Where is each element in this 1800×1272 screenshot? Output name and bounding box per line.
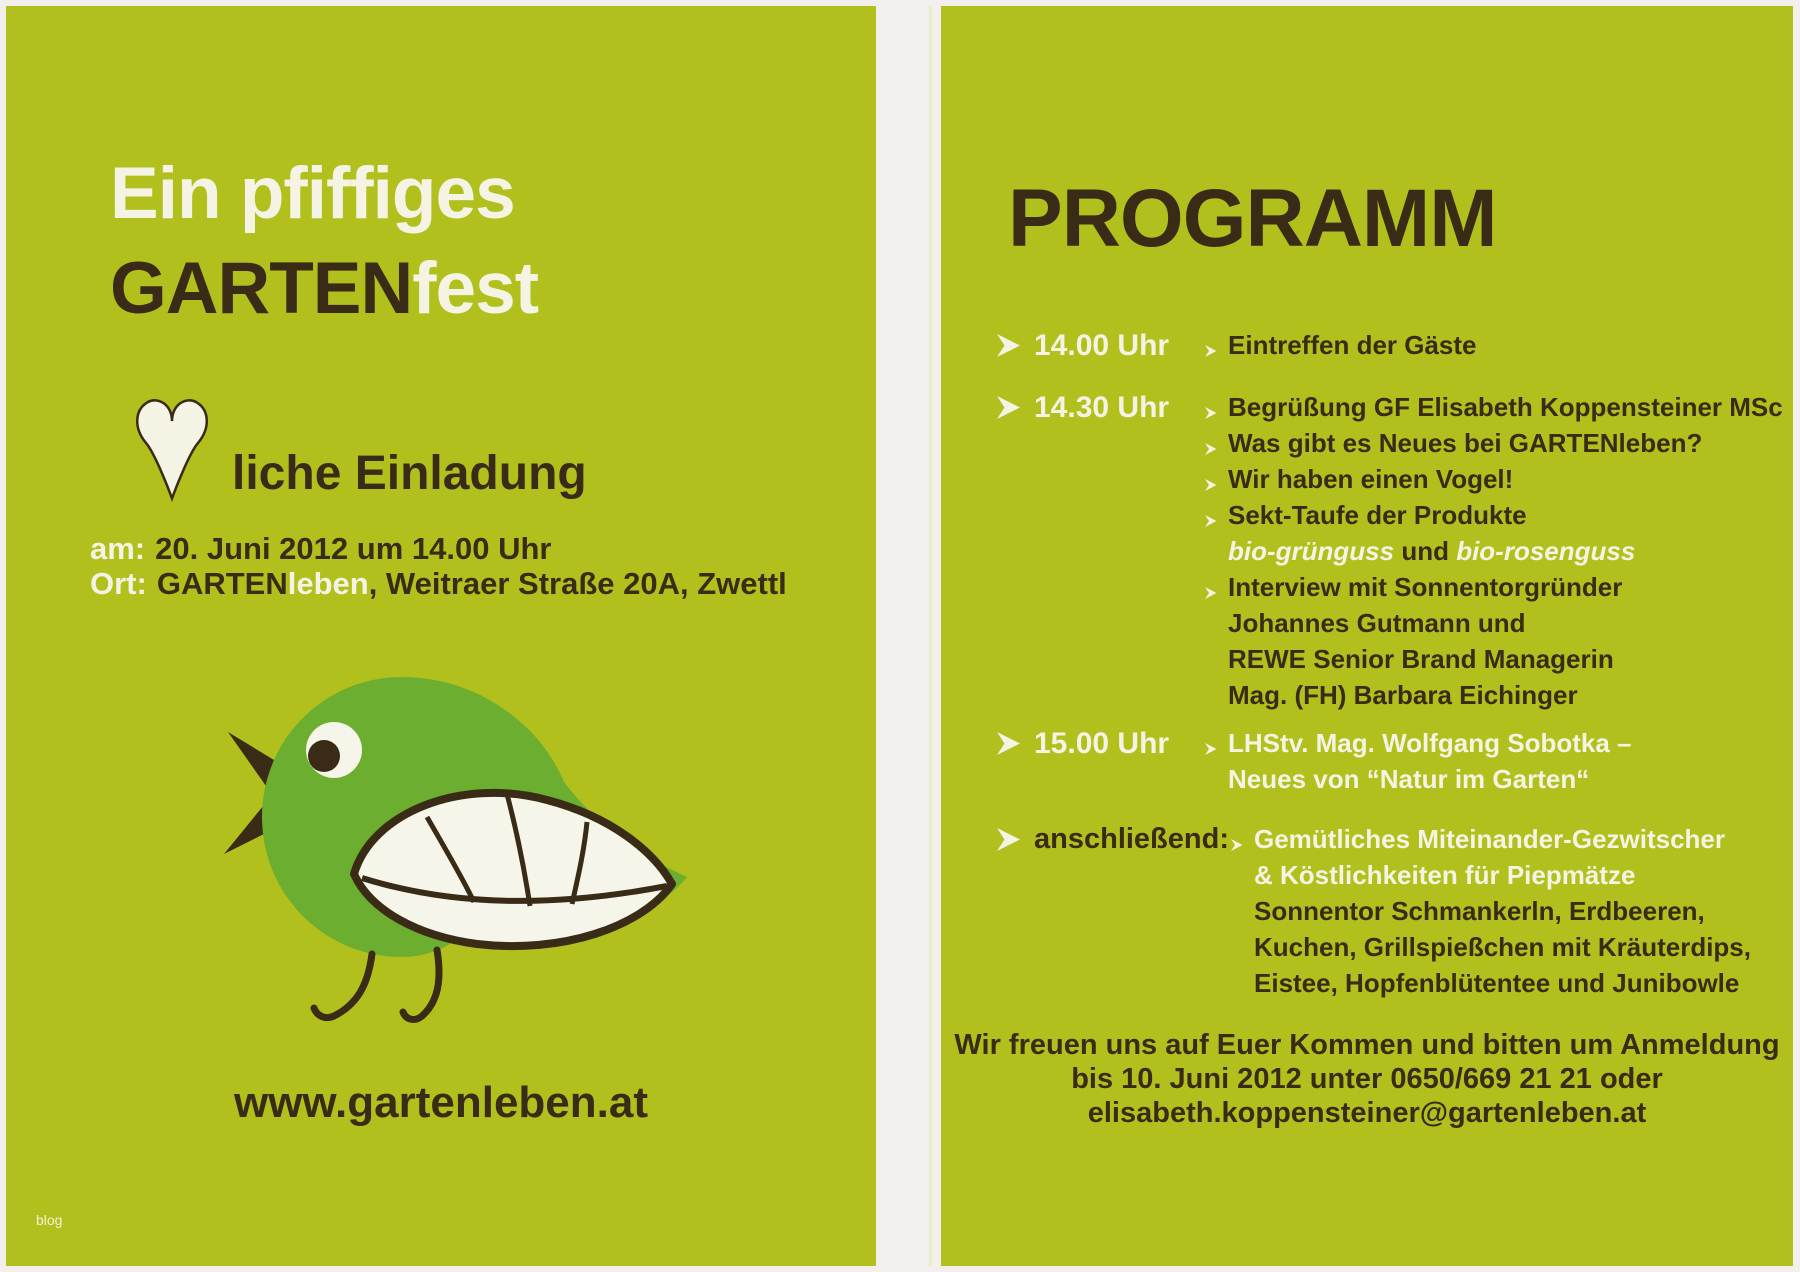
- website-url: www.gartenleben.at: [233, 1078, 648, 1127]
- rsvp-footer-line: Wir freuen uns auf Euer Kommen und bitten um Anmeldung: [954, 1029, 1780, 1061]
- program-item: [1203, 392, 1787, 428]
- schedule-time-cell: [995, 824, 1229, 858]
- program-item-part: LHStv. Mag. Wolfgang Sobotka –: [1228, 728, 1632, 758]
- chevron-right-icon: [1203, 734, 1219, 764]
- program-item-part: bio-rosenguss: [1456, 536, 1636, 566]
- chevron-right-icon: [1203, 506, 1219, 536]
- corner-note: blog: [36, 1212, 63, 1228]
- fold-divider: [929, 6, 932, 1266]
- program-item-part: Gemütliches Miteinander-Gezwitscher: [1254, 824, 1726, 854]
- flyer-title-line1: Ein pfiffiges: [110, 153, 515, 234]
- bird-leg-right: [403, 950, 439, 1019]
- rsvp-footer: [941, 1028, 1793, 1130]
- program-item: [1229, 860, 1787, 896]
- program-item-part: Sonnentor Schmankerln, Erdbeeren,: [1254, 896, 1705, 926]
- invitation-label: liche Einladung: [232, 447, 587, 500]
- schedule-items: [1203, 392, 1787, 716]
- arrowhead-right-icon: [995, 824, 1022, 858]
- program-item: [1229, 932, 1787, 968]
- event-location-line: [90, 566, 787, 601]
- program-item-text: [1228, 464, 1513, 494]
- chevron-right-icon: [1229, 830, 1245, 860]
- chevron-right-icon: [1203, 434, 1219, 464]
- location-brand-part2: leben: [287, 566, 369, 601]
- program-item-part: Interview mit Sonnentorgründer: [1228, 572, 1623, 602]
- program-item: [1203, 428, 1787, 464]
- schedule-time-cell: [995, 330, 1203, 364]
- program-item-text: [1228, 728, 1632, 758]
- event-details: [90, 531, 787, 601]
- program-item: [1203, 728, 1787, 764]
- schedule-time-label: 14.30 Uhr: [1034, 391, 1170, 424]
- schedule-row: [995, 392, 1787, 716]
- program-item-part: & Köstlichkeiten für Piepmätze: [1254, 860, 1636, 890]
- program-item-text: [1254, 968, 1739, 998]
- program-item-part: Begrüßung GF Elisabeth Koppensteiner MSc: [1228, 392, 1783, 422]
- program-item: [1203, 764, 1787, 800]
- program-item: [1203, 330, 1787, 366]
- program-item-text: [1228, 330, 1477, 360]
- schedule-items: [1203, 728, 1787, 800]
- flyer-title-brand: GARTEN: [110, 248, 413, 329]
- program-item-part: Johannes Gutmann und: [1228, 608, 1526, 638]
- program-item-part: Mag. (FH) Barbara Eichinger: [1228, 680, 1578, 710]
- program-item: [1229, 968, 1787, 1004]
- program-item-text: [1228, 392, 1783, 422]
- heart-icon: [130, 388, 214, 508]
- schedule-items: [1229, 824, 1787, 1004]
- chevron-right-icon: [1203, 398, 1219, 428]
- schedule-row: [995, 824, 1787, 1004]
- program-item: [1203, 536, 1787, 572]
- invitation-row: [130, 388, 587, 508]
- flyer-title: [110, 146, 538, 336]
- program-item-text: [1228, 536, 1635, 566]
- rsvp-footer-line: elisabeth.koppensteiner@gartenleben.at: [1087, 1097, 1647, 1129]
- schedule-row: [995, 728, 1787, 800]
- bird-beak-upper: [228, 732, 274, 786]
- program-item-text: [1228, 644, 1614, 674]
- bird-leg-left: [314, 954, 372, 1018]
- flyer-title-line2: [110, 241, 538, 336]
- program-item-part: bio-grünguss: [1228, 536, 1395, 566]
- program-item-part: Eintreffen der Gäste: [1228, 330, 1477, 360]
- program-item-part: Wir haben einen Vogel!: [1228, 464, 1514, 494]
- program-item-part: Eistee, Hopfenblütentee und Junibowle: [1254, 968, 1740, 998]
- program-item-text: [1228, 680, 1578, 710]
- flyer-title-rest: fest: [412, 248, 539, 329]
- program-item-part: Neues von “Natur im Garten“: [1228, 764, 1590, 794]
- bird-pupil: [308, 740, 340, 772]
- program-item: [1203, 680, 1787, 716]
- schedule-items: [1203, 330, 1787, 366]
- schedule-time-label: 15.00 Uhr: [1034, 727, 1170, 760]
- program-item-part: und: [1394, 536, 1457, 566]
- schedule-time-cell: [995, 392, 1203, 426]
- program-item-text: [1228, 764, 1589, 794]
- program-item-text: [1228, 428, 1702, 458]
- chevron-right-icon: [1203, 470, 1219, 500]
- arrowhead-right-icon: [995, 728, 1022, 762]
- location-brand-part1: GARTEN: [156, 566, 288, 601]
- program-item: [1203, 644, 1787, 680]
- program-item-text: [1254, 824, 1725, 854]
- program-schedule: [995, 330, 1787, 1004]
- program-title: PROGRAMM: [1008, 173, 1497, 264]
- schedule-time-label: 14.00 Uhr: [1034, 329, 1170, 362]
- program-item-text: [1254, 932, 1751, 962]
- program-item-text: [1254, 896, 1705, 926]
- bird-illustration: [222, 662, 702, 1034]
- chevron-right-icon: [1203, 336, 1219, 366]
- event-date-line: [90, 531, 787, 566]
- arrowhead-right-icon: [995, 392, 1022, 426]
- arrowhead-right-icon: [995, 330, 1022, 364]
- program-item: [1203, 500, 1787, 536]
- program-item: [1203, 608, 1787, 644]
- program-item-text: [1254, 860, 1635, 890]
- location-label: Ort:: [90, 566, 147, 601]
- schedule-time-cell: [995, 728, 1203, 762]
- program-item-part: REWE Senior Brand Managerin: [1228, 644, 1614, 674]
- program-item: [1229, 824, 1787, 860]
- program-item-part: Sekt-Taufe der Produkte: [1228, 500, 1527, 530]
- program-item-text: [1228, 572, 1622, 602]
- program-item-part: Kuchen, Grillspießchen mit Kräuterdips,: [1254, 932, 1751, 962]
- program-item: [1229, 896, 1787, 932]
- date-label: am:: [90, 531, 146, 566]
- rsvp-footer-line: bis 10. Juni 2012 unter 0650/669 21 21 oder: [1071, 1063, 1663, 1095]
- location-rest: , Weitraer Straße 20A, Zwettl: [368, 566, 787, 601]
- program-item: [1203, 572, 1787, 608]
- date-value: 20. Juni 2012 um 14.00 Uhr: [155, 531, 552, 566]
- program-item-part: Was gibt es Neues bei GARTENleben?: [1228, 428, 1703, 458]
- program-item: [1203, 464, 1787, 500]
- program-item-text: [1228, 608, 1526, 638]
- schedule-time-label: anschließend:: [1034, 823, 1229, 855]
- chevron-right-icon: [1203, 578, 1219, 608]
- schedule-row: [995, 330, 1787, 366]
- program-item-text: [1228, 500, 1527, 530]
